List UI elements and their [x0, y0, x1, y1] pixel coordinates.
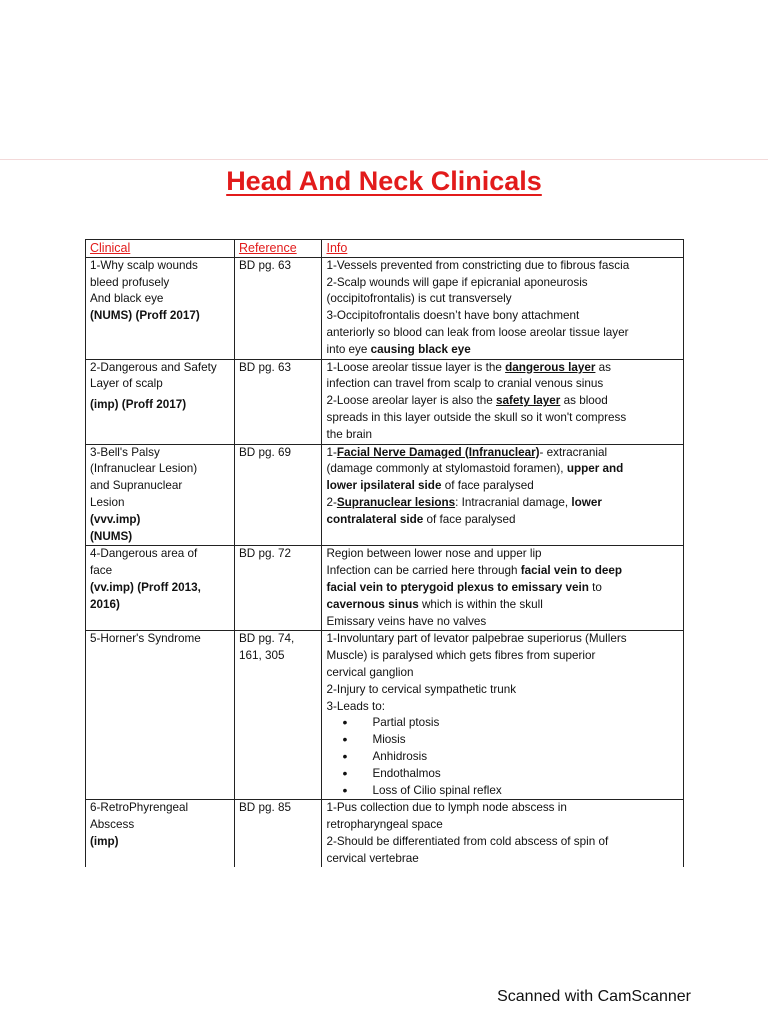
reference-cell: BD pg. 72: [234, 546, 322, 631]
header-reference: Reference: [234, 240, 322, 258]
page-top-rule: [0, 159, 768, 160]
info-cell: 1-Involuntary part of levator palpebrae superiorus (Mullers Muscle) is paralysed which gets fibres from superior cervical ganglion 2-Injury to cervical sympathetic trunk 3-Leads to: • Partial ptosis • Miosis • Anhidrosis • Endothalmos • Loss of Cilio spinal reflex: [322, 631, 684, 800]
reference-cell: BD pg. 63: [234, 257, 322, 359]
header-info: Info: [322, 240, 684, 258]
scanner-watermark: Scanned with CamScanner: [497, 988, 691, 1005]
symptom-list: [326, 715, 679, 799]
table-row: [86, 359, 684, 444]
reference-cell: BD pg. 63: [234, 359, 322, 444]
table-row: [86, 444, 684, 546]
list-item: • Loss of Cilio spinal reflex: [342, 783, 679, 800]
clinical-cell: 6-RetroPhyrengeal Abscess (imp): [86, 800, 235, 868]
list-item: • Miosis: [342, 732, 679, 749]
clinical-cell: 2-Dangerous and Safety Layer of scalp (imp) (Proff 2017): [86, 359, 235, 444]
clinical-cell: 3-Bell's Palsy (Infranuclear Lesion) and Supranuclear Lesion (vvv.imp) (NUMS): [86, 444, 235, 546]
table-row: [86, 800, 684, 868]
clinical-cell: 5-Horner's Syndrome: [86, 631, 235, 800]
table-row: [86, 631, 684, 800]
table-header-row: [86, 240, 684, 258]
info-cell: 1-Pus collection due to lymph node abscess in retropharyngeal space 2-Should be differentiated from cold abscess of spin of cervical vertebrae: [322, 800, 684, 868]
list-item: • Endothalmos: [342, 766, 679, 783]
clinicals-table: [85, 239, 684, 867]
reference-cell: BD pg. 69: [234, 444, 322, 546]
info-cell: Region between lower nose and upper lip Infection can be carried here through facial vein to deep facial vein to pterygoid plexus to emissary vein to cavernous sinus which is within the skull Emissary veins have no valves: [322, 546, 684, 631]
reference-cell: BD pg. 74, 161, 305: [234, 631, 322, 800]
info-cell: 1-Facial Nerve Damaged (Infranuclear)- extracranial (damage commonly at stylomastoid foramen), upper and lower ipsilateral side of face paralysed 2-Supranuclear lesions: Intracranial damage, lower contralateral side of face paralysed: [322, 444, 684, 546]
info-cell: 1-Loose areolar tissue layer is the dangerous layer as infection can travel from scalp to cranial venous sinus 2-Loose areolar layer is also the safety layer as blood spreads in this layer outside the skull so it won't compress the brain: [322, 359, 684, 444]
page-title: Head And Neck Clinicals: [226, 166, 542, 196]
table-row: [86, 257, 684, 359]
list-item: • Partial ptosis: [342, 715, 679, 732]
table-row: [86, 546, 684, 631]
info-cell: 1-Vessels prevented from constricting due to fibrous fascia 2-Scalp wounds will gape if epicranial aponeurosis (occipitofrontalis) is cut transversely 3-Occipitofrontalis doesn’t have bony attachment anteriorly so blood can leak from loose areolar tissue layer into eye causing black eye: [322, 257, 684, 359]
clinical-cell: 4-Dangerous area of face (vv.imp) (Proff 2013, 2016): [86, 546, 235, 631]
header-clinical: Clinical: [86, 240, 235, 258]
reference-cell: BD pg. 85: [234, 800, 322, 868]
list-item: • Anhidrosis: [342, 749, 679, 766]
clinical-cell: 1-Why scalp wounds bleed profusely And black eye (NUMS) (Proff 2017): [86, 257, 235, 359]
